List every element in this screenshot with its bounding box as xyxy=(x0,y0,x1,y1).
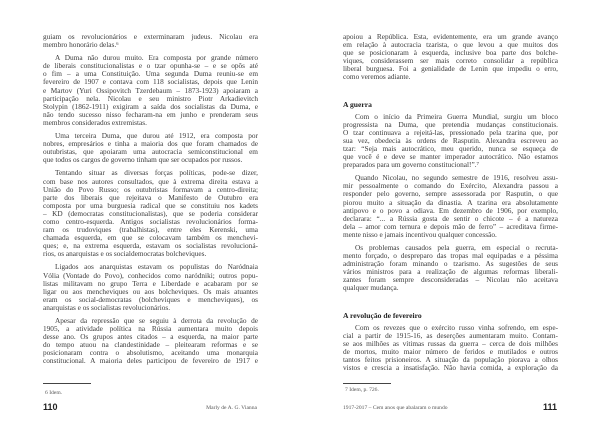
text-line: nobres, empresários e tinha a maioria dos que foram chamados de xyxy=(43,139,258,149)
text-line: Tentando situar as diversas forças políticas, pode-se dizer, xyxy=(55,168,258,178)
text-line: parte dos liberais que rejeitava o Manifesto de Outubro era xyxy=(43,192,258,202)
paragraph xyxy=(343,33,558,82)
text-line: 1905, a atividade política na Rússia aumentara muito depois xyxy=(43,324,258,334)
text-line: outubristas, que apoiaram uma autocracia semiconstitucional em xyxy=(43,147,258,157)
right-footnote-rule xyxy=(343,383,391,384)
text-line: chamada esquerda, em que se colocavam também os menchevi- xyxy=(43,233,258,243)
text-line: preparados para um governo constitucional!”.⁷ xyxy=(343,160,480,170)
text-line: vários ministros para a realização de algumas reformas liberali- xyxy=(343,267,558,277)
text-line: eram os social-democratas (bolcheviques e mencheviques), os xyxy=(43,294,258,304)
text-line: com base nos autores consultados, que à extrema direita estava a xyxy=(43,176,258,186)
text-line: administração foram minando o tzarismo. As sugestões de seus xyxy=(343,259,558,269)
text-line: declarara: “... a Rússia gosta de sentir o chicote – é a natureza xyxy=(343,213,558,223)
text-line: Com o início da Primeira Guerra Mundial, surgiu um bloco xyxy=(355,111,558,121)
left-page-body xyxy=(43,33,258,371)
text-line: – KD (democratas constitucionalistas), que se poderia considerar xyxy=(43,208,258,218)
text-line: anarquistas e os socialistas revolucionários. xyxy=(43,302,171,312)
text-line: de mortos, muito maior número de feridos e mutilados e outros xyxy=(343,346,558,356)
text-line: progressista na Duma, que pretendia mudanças constitucionais. xyxy=(343,119,558,129)
text-line: em relação à autocracia tzarista, o que levou a que muitos dos xyxy=(343,40,558,50)
text-line: Vólia (Vontade do Povo), conhecidos como naródniki; outros popu- xyxy=(43,270,258,280)
text-line: posicionaram contra o absolutismo, aceitando uma monarquia xyxy=(43,348,258,358)
left-page-number: 110 xyxy=(43,402,58,412)
paragraph xyxy=(343,244,558,293)
text-line: guiam os revolucionários e exterminaram judeus. Nicolau era xyxy=(43,32,258,41)
paragraph xyxy=(43,132,258,164)
right-page-body xyxy=(343,33,558,377)
text-line: rios, os anarquistas e os socialdemocratas bolcheviques. xyxy=(43,249,207,259)
text-line: do tempo atuou na clandestinidade – pleitearam reformas e se xyxy=(43,340,258,350)
text-line: como veremos adiante. xyxy=(343,72,411,82)
text-line: mente nisso e jamais incentivou qualquer concessão. xyxy=(343,229,497,239)
paragraph xyxy=(343,324,558,373)
text-line: Com os revezes que o exército russo vinha sofrendo, em espe- xyxy=(355,322,558,332)
paragraph xyxy=(43,169,258,258)
text-line: membros considerados extremistas. xyxy=(43,117,147,127)
text-line: se aos milhões as vítimas russas da guerra – cerca de dois milhões xyxy=(343,338,558,348)
text-line: O tzar continuava a rejeitá-las, pressionado pela tzarina que, por xyxy=(343,127,558,137)
text-line: tzar: “Seja mais autocrático, meu querido, nunca se esqueça de xyxy=(343,143,558,153)
text-line: ligar ou aos mencheviques ou aos bolcheviques. Os mais atuantes xyxy=(43,286,258,296)
text-line: que você é e deve se manter imperador autocrático. Não estamos xyxy=(343,152,558,162)
text-line: membro honorário delas.⁶ xyxy=(43,40,119,50)
right-running-head: 1917-2017 – Cem anos que abalaram o mundo xyxy=(343,405,448,411)
paragraph xyxy=(343,113,558,170)
text-line: Uma terceira Duma, que durou até 1912, era composta por xyxy=(55,131,258,141)
text-line: mento forçado, o despreparo das tropas mal equipadas e a péssima xyxy=(343,251,558,261)
left-footnote: 6 Idem. xyxy=(45,390,63,396)
paragraph xyxy=(43,263,258,312)
left-running-head: Marly de A. G. Vianna xyxy=(206,405,257,411)
right-page-number: 111 xyxy=(542,402,557,412)
section-heading: A revolução de fevereiro xyxy=(343,310,422,320)
text-line: viques, considerassem ser mais correto consolidar a república xyxy=(343,56,558,66)
text-line: qualquer mudança. xyxy=(343,283,399,293)
paragraph xyxy=(43,54,258,127)
text-line: não tendo sucesso nisso fecharam-na em junho e prenderam seus xyxy=(43,109,258,119)
right-footnote: 7 Idem, p. 726. xyxy=(345,387,379,393)
text-line: liberal burguesa. Foi a genialidade de Lenin que impediu o erro, xyxy=(343,64,558,74)
section-heading: A guerra xyxy=(343,99,372,109)
text-line: antipovo e o povo a odiava. Em dezembro de 1906, por exemplo, xyxy=(343,205,558,215)
paragraph xyxy=(43,317,258,366)
text-line: cial a partir de 1915-16, as deserções aumentaram muito. Contam- xyxy=(343,330,558,340)
text-line: o fim – a uma Constituição. Uma segunda Duma reuniu-se em xyxy=(43,69,258,79)
text-line: União do Povo Russo; os outubristas formavam a centro-direita; xyxy=(43,184,258,194)
text-line: Ligados aos anarquistas estavam os populistas do Naródnaia xyxy=(55,262,258,272)
text-line: zantes foram sempre desconsideradas – Nicolau não aceitava xyxy=(343,275,558,285)
text-line: Quando Nicolau, no segundo semestre de 1916, resolveu assu- xyxy=(355,173,558,183)
text-line: participação nela. Nicolau e seu ministro Piotr Arkadievitch xyxy=(43,93,258,103)
left-footnote-rule xyxy=(43,383,91,384)
text-line: ques; e, na extrema esquerda, estavam os socialistas revolucioná- xyxy=(43,241,258,251)
text-line: vistos e crescia a insatisfação. Não havia comida, a exploração da xyxy=(343,363,558,372)
text-line: desse ano. Os grupos antes citados – a esquerda, na maior parte xyxy=(43,332,258,342)
text-line: ram os trudoviques (trabalhistas), entre eles Kerenski, uma xyxy=(43,225,258,235)
paragraph xyxy=(343,174,558,239)
text-line: Os problemas causados pela guerra, em especial o recruta- xyxy=(355,242,558,252)
text-line: constitucional. A maioria deles participou de fevereiro de 1917 e xyxy=(43,356,258,366)
text-line: mir pessoalmente o comando do Exército, Alexandra passou a xyxy=(343,181,558,191)
text-line: fevereiro de 1907 e contava com 118 socialistas, depois que Lenin xyxy=(43,77,258,87)
text-line: responder pelo governo, sempre assessorada por Rasputin, o que xyxy=(343,189,558,199)
paragraph xyxy=(43,33,258,49)
text-line: como centro-esquerda. Antigos socialistas revolucionários forma- xyxy=(43,216,258,226)
text-line: apoiou a República. Esta, evidentemente, era um grande avanço xyxy=(343,32,558,41)
text-line: composta por uma burguesia radical que se constituiu nos kadets xyxy=(43,200,258,210)
text-line: listas militavam no grupo Terra e Liberdade e acabaram por se xyxy=(43,278,258,288)
text-line: Apesar da repressão que se seguiu à derrota da revolução de xyxy=(55,316,258,325)
text-line: que todos os cargos de governo tinham que ser ocupados por russos. xyxy=(43,155,243,165)
text-line: que se posicionaram à esquerda, inclusive boa parte dos bolche- xyxy=(343,48,558,58)
text-line: tantos feitos prisioneiros. A situação da população piorava a olhos xyxy=(343,354,558,364)
text-line: e Martov (Yuri Ossipovitch Tzerdebaum – 1873-1923) apoiaram a xyxy=(43,85,258,95)
text-line: A Duma não durou muito. Era composta por grande número xyxy=(55,53,258,63)
text-line: Stolypin (1862-1911) exigiram a saída dos socialistas da Duma, e xyxy=(43,101,258,111)
text-line: dela – amor com ternura e depois mão de ferro” – acreditava firme- xyxy=(343,221,558,231)
text-line: de liberais constitucionalistas e o tzar opunha-se – e se opôs até xyxy=(43,61,258,71)
text-line: sua vez, obedecia às ordens de Rasputin. Alexandra escreveu ao xyxy=(343,135,558,145)
text-line: piorou muito a situação da dinastia. A tzarina era absolutamente xyxy=(343,197,558,207)
